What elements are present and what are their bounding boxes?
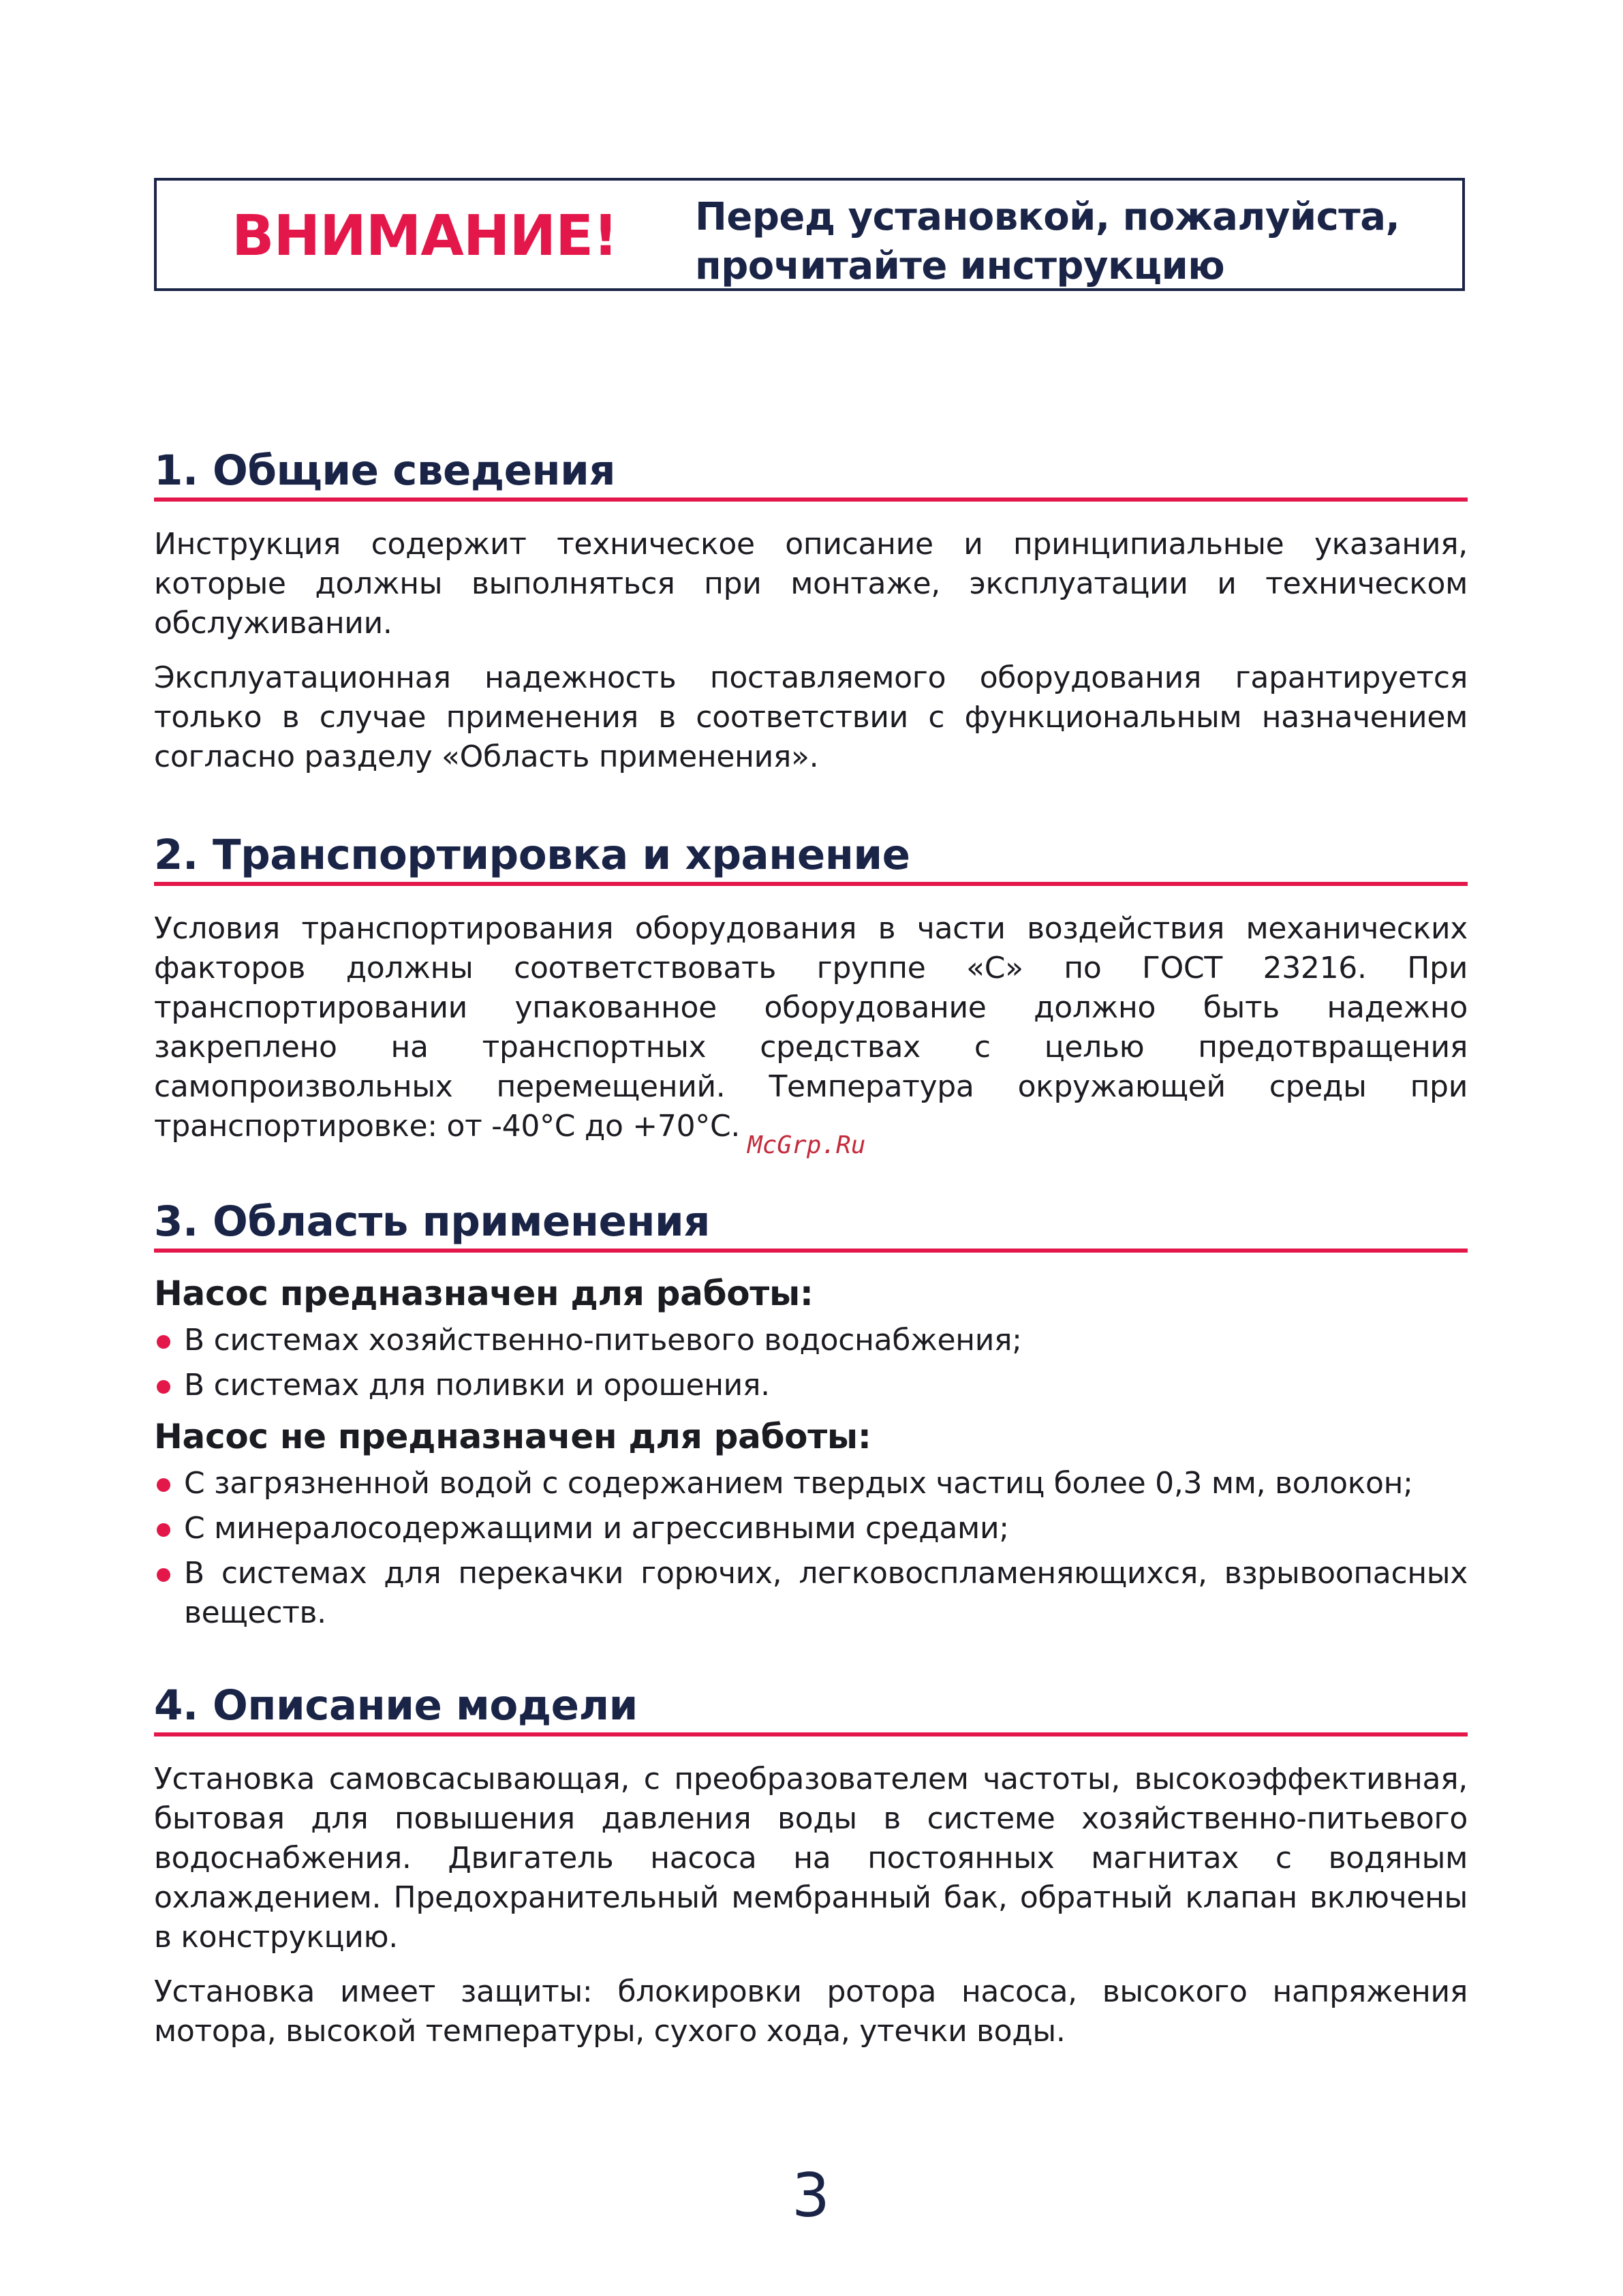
list-item	[154, 1554, 1468, 1633]
intended-use-list	[154, 1321, 1468, 1405]
bullet-icon	[157, 1380, 170, 1394]
list-item-text: В системах хозяйственно-питьевого водоснабжения;	[184, 1323, 1022, 1358]
list-item-text: В системах для перекачки горючих, легковоспламеняющихся, взрывоопасных веществ.	[184, 1556, 1468, 1630]
section-application-area	[154, 1198, 1468, 1633]
watermark: McGrp.Ru	[747, 1131, 866, 1159]
warning-message	[695, 193, 1400, 291]
list-item-text: С загрязненной водой с содержанием твердых частиц более 0,3 мм, волокон;	[184, 1466, 1413, 1501]
not-intended-use-list	[154, 1464, 1468, 1633]
warning-box	[154, 178, 1465, 291]
list-item-text: С минералосодержащими и агрессивными средами;	[184, 1511, 1009, 1546]
paragraph: Условия транспортирования оборудования в части воздействия механических факторов должны соответствовать группе «С» по ГОСТ 23216. При транспортировании упакованное оборудование должно быть надежно закреплено на транспортных средствах с целью предотвращения самопроизвольных перемещений. Температура окружающей среды при транспортировке: от -40°С до +70°С.	[154, 911, 1468, 1144]
bullet-icon	[157, 1478, 170, 1492]
warning-message-line-1: Перед установкой, пожалуйста,	[695, 195, 1400, 239]
section-number: 1.	[154, 446, 198, 495]
section-heading	[154, 831, 1468, 886]
list-item	[154, 1464, 1468, 1503]
section-title: Область применения	[213, 1197, 710, 1246]
paragraph: Установка имеет защиты: блокировки ротора насоса, высокого напряжения мотора, высокой температуры, сухого хода, утечки воды.	[154, 1974, 1468, 2049]
section-general-info	[154, 447, 1468, 777]
section-heading	[154, 1198, 1468, 1253]
not-intended-use-heading: Насос не предназначен для работы:	[154, 1417, 871, 1456]
section-number: 4.	[154, 1681, 198, 1730]
list-item	[154, 1366, 1468, 1405]
bullet-icon	[157, 1568, 170, 1582]
section-title: Описание модели	[213, 1681, 638, 1730]
section-number: 3.	[154, 1197, 198, 1246]
intended-use-heading: Насос предназначен для работы:	[154, 1274, 814, 1313]
section-title: Общие сведения	[213, 446, 616, 495]
section-model-description	[154, 1682, 1468, 2051]
section-transport-storage	[154, 831, 1468, 1146]
section-heading	[154, 1682, 1468, 1736]
bullet-icon	[157, 1523, 170, 1537]
paragraph: Инструкция содержит техническое описание и принципиальные указания, которые должны выполняться при монтаже, эксплуатации и техническом обслуживании.	[154, 527, 1468, 641]
list-item	[154, 1509, 1468, 1548]
list-item-text: В системах для поливки и орошения.	[184, 1368, 770, 1403]
warning-message-line-2: прочитайте инструкцию	[695, 244, 1225, 288]
page-number: 3	[792, 2160, 830, 2231]
section-number: 2.	[154, 831, 198, 879]
list-item	[154, 1321, 1468, 1360]
bullet-icon	[157, 1335, 170, 1349]
section-heading	[154, 447, 1468, 502]
paragraph: Установка самовсасывающая, с преобразователем частоты, высокоэффективная, бытовая для повышения давления воды в системе хозяйственно-питьевого водоснабжения. Двигатель насоса на постоянных магнитах с водяным охлаждением. Предохранительный мембранный бак, обратный клапан включены в конструкцию.	[154, 1762, 1468, 1955]
section-title: Транспортировка и хранение	[213, 831, 910, 879]
warning-title: ВНИМАНИЕ!	[232, 204, 618, 269]
paragraph: Эксплуатационная надежность поставляемого оборудования гарантируется только в случае применения в соответствии с функциональным назначением согласно разделу «Область применения».	[154, 660, 1468, 774]
